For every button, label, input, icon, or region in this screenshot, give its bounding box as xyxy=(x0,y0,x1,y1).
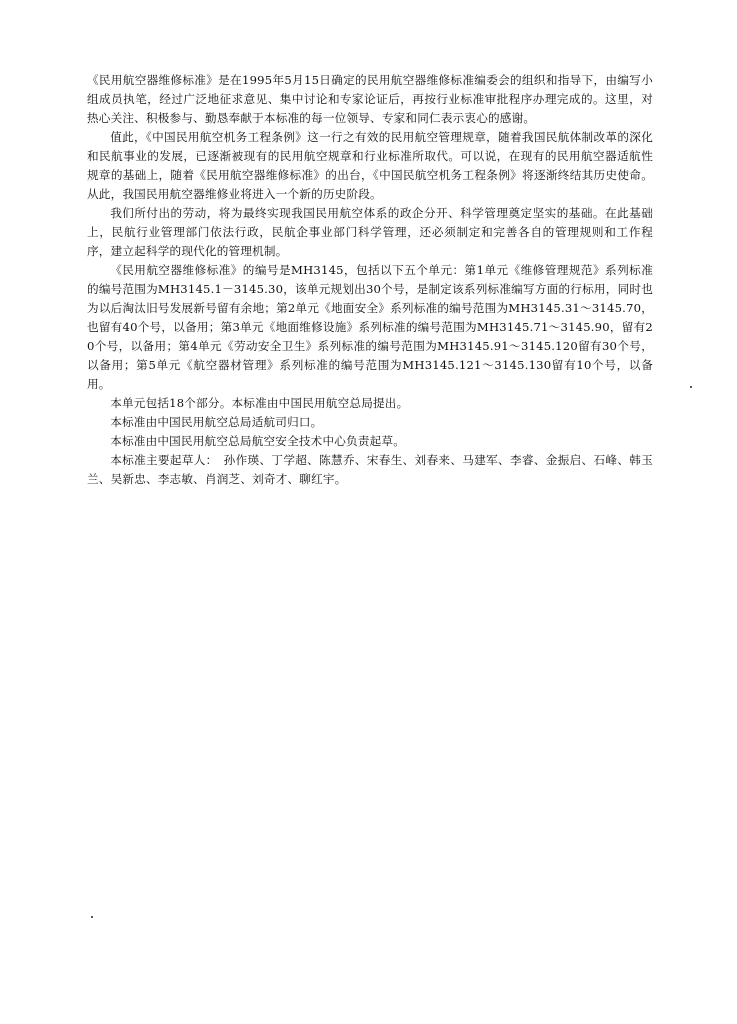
paragraph-regulation-history: 值此，《中国民用航空机务工程条例》这一行之有效的民用航空管理规章，随着我国民航体制改革的深化和民航事业的发展，已逐渐被现有的民用航空规章和行业标准所取代。可以说，在现有的民用航空器适航性规章的基础上，随着《民用航空器维修标准》的出台，《中国民航空机务工程条例》将逐渐终结其历史使命。从此，我国民用航空器维修业将进入一个新的历史阶段。 xyxy=(87,130,653,201)
paragraph-drafters: 本标准主要起草人： 孙作瑛、丁学超、陈慧乔、宋春生、刘春来、马建军、李睿、金振启、石峰、韩玉兰、吴新忠、李志敏、肖润芝、刘奇才、聊红宇。 xyxy=(87,453,653,486)
scan-speck xyxy=(690,386,692,388)
paragraph-management-reform: 我们所付出的劳动，将为最终实现我国民用航空体系的政企分开、科学管理奠定坚实的基础。在此基础上，民航行业管理部门依法行政，民航企事业部门科学管理，还必须制定和完善各自的管理规则和工作程序，建立起科学的现代化的管理机制。 xyxy=(87,206,653,258)
paragraph-numbering-scheme: 《民用航空器维修标准》的编号是MH3145，包括以下五个单元：第1单元《维修管理规范》系列标准的编号范围为MH3145.1－3145.30，该单元规划出30个号，是制定该系列标准编写方面的行标用，同时也为以后淘汰旧号发展新号留有余地；第2单元《地面安全》系列标准的编号范围为MH3145.31～3145.70，也留有40个号，以备用；第3单元《地面维修设施》系列标准的编号范围为MH3145.71～3145.90，留有20个号，以备用；第4单元《劳动安全卫生》系列标准的编号范围为MH3145.91～3145.120留有30个号，以备用；第5单元《航空器材管理》系列标准的编号范围为MH3145.121～3145.130留有10个号，以备用。 xyxy=(87,263,653,391)
paragraph-responsible-department: 本标准由中国民用航空总局适航司归口。 xyxy=(110,415,323,429)
scan-speck xyxy=(91,916,93,918)
paragraph-unit-scope: 本单元包括18个部分。本标准由中国民用航空总局提出。 xyxy=(110,396,409,410)
paragraph-drafting-unit: 本标准由中国民用航空总局航空安全技术中心负责起草。 xyxy=(110,434,406,448)
paragraph-acknowledgement: 《民用航空器维修标准》是在1995年5月15日确定的民用航空器维修标准编委会的组织和指导下，由编写小组成员执笔，经过广泛地征求意见、集中讨论和专家论证后，再按行业标准审批程序办理完成的。这里，对热心关注、积极参与、勤恳奉献于本标准的每一位领导、专家和同仁表示衷心的感谢。 xyxy=(87,73,653,125)
preface-text xyxy=(87,71,653,489)
